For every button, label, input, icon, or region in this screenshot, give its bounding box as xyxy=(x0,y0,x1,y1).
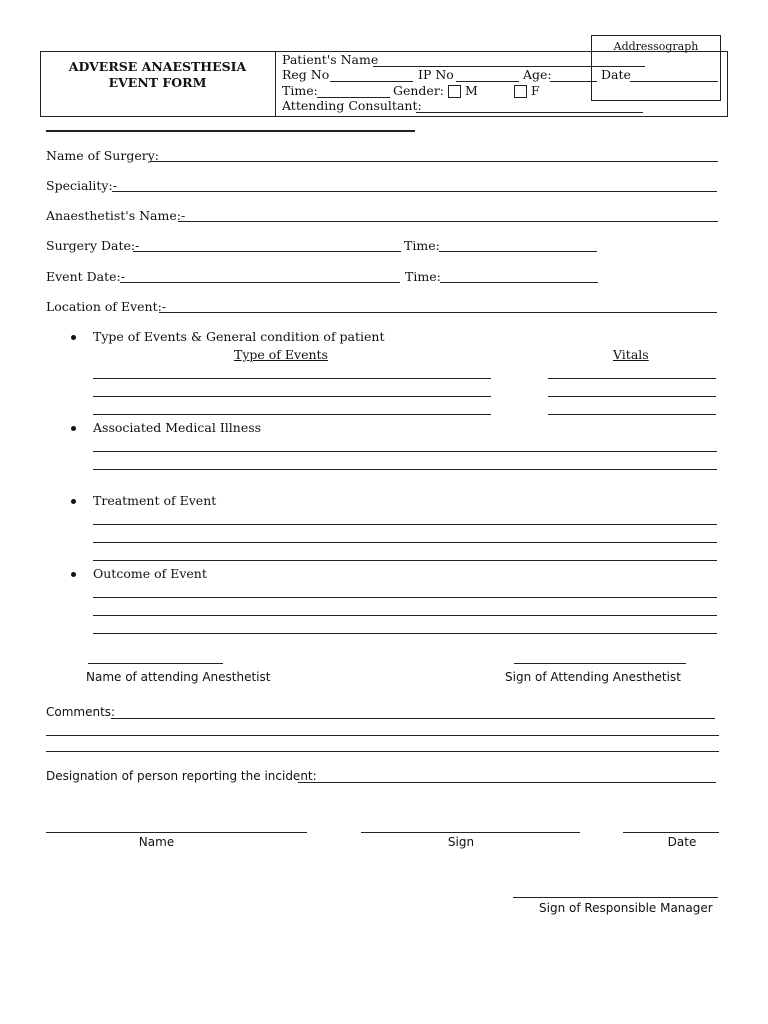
gender-m-checkbox[interactable] xyxy=(448,85,461,98)
age-label: Age: xyxy=(523,67,552,82)
form-title-line2: EVENT FORM xyxy=(108,75,207,90)
name-of-surgery-label: Name of Surgery: xyxy=(46,148,159,163)
vitals-line-2[interactable] xyxy=(548,396,716,397)
surgery-date-field[interactable] xyxy=(133,251,401,252)
type-of-events-column-header: Type of Events xyxy=(234,347,328,362)
designation-label: Designation of person reporting the incident: xyxy=(46,769,317,783)
reporter-name-label: Name xyxy=(138,835,175,849)
manager-sign-field[interactable] xyxy=(513,897,718,898)
reporter-date-field[interactable] xyxy=(623,832,719,833)
event-date-field[interactable] xyxy=(120,282,400,283)
attending-name-label: Name of attending Anesthetist xyxy=(86,670,271,684)
treatment-of-event-heading: Treatment of Event xyxy=(93,493,217,508)
associated-illness-line-1[interactable] xyxy=(93,451,717,452)
gender-m-label: M xyxy=(465,83,478,98)
ip-no-field[interactable] xyxy=(456,81,519,82)
reporter-date-label: Date xyxy=(667,835,697,849)
bullet-icon xyxy=(71,499,76,504)
addressograph-label: Addressograph xyxy=(613,40,699,53)
comments-line-1[interactable] xyxy=(111,718,715,719)
reporter-name-field[interactable] xyxy=(46,832,307,833)
bullet-icon xyxy=(71,335,76,340)
treatment-line-2[interactable] xyxy=(93,542,717,543)
surgery-time-label: Time: xyxy=(404,238,440,253)
outcome-line-2[interactable] xyxy=(93,615,717,616)
outcome-line-1[interactable] xyxy=(93,597,717,598)
associated-illness-line-2[interactable] xyxy=(93,469,717,470)
type-of-events-line-2[interactable] xyxy=(93,396,491,397)
associated-medical-illness-heading: Associated Medical Illness xyxy=(93,420,262,435)
reporter-sign-label: Sign xyxy=(447,835,475,849)
date-field[interactable] xyxy=(630,81,718,82)
header-divider xyxy=(275,51,276,116)
date-label: Date xyxy=(601,67,631,82)
type-of-events-line-3[interactable] xyxy=(93,414,491,415)
form-title xyxy=(45,59,270,91)
speciality-label: Speciality:- xyxy=(46,178,117,193)
event-time-field[interactable] xyxy=(440,282,598,283)
gender-label: Gender: xyxy=(393,83,445,98)
age-field[interactable] xyxy=(550,81,597,82)
vitals-line-1[interactable] xyxy=(548,378,716,379)
gender-f-label: F xyxy=(531,83,540,98)
treatment-line-3[interactable] xyxy=(93,560,717,561)
comments-label: Comments: xyxy=(46,705,116,719)
outcome-line-3[interactable] xyxy=(93,633,717,634)
vitals-column-header: Vitals xyxy=(613,347,649,362)
anaesthetist-name-field[interactable] xyxy=(178,221,718,222)
reg-no-label: Reg No xyxy=(282,67,330,82)
location-of-event-field[interactable] xyxy=(159,312,717,313)
speciality-field[interactable] xyxy=(112,191,717,192)
bullet-icon xyxy=(71,572,76,577)
comments-line-2[interactable] xyxy=(46,735,719,736)
treatment-line-1[interactable] xyxy=(93,524,717,525)
event-time-label: Time: xyxy=(405,269,441,284)
gender-f-checkbox[interactable] xyxy=(514,85,527,98)
location-of-event-label: Location of Event:- xyxy=(46,299,167,314)
anaesthetist-name-label: Anaesthetist's Name:- xyxy=(46,208,186,223)
vitals-line-3[interactable] xyxy=(548,414,716,415)
event-date-label: Event Date:- xyxy=(46,269,125,284)
type-of-events-heading: Type of Events & General condition of patient xyxy=(93,329,385,344)
bullet-icon xyxy=(71,426,76,431)
form-title-line1: ADVERSE ANAESTHESIA xyxy=(68,59,247,74)
reg-no-field[interactable] xyxy=(330,81,413,82)
comments-line-3[interactable] xyxy=(46,751,719,752)
surgery-date-label: Surgery Date:- xyxy=(46,238,140,253)
name-of-surgery-field[interactable] xyxy=(150,161,718,162)
separator-line xyxy=(46,130,415,132)
attending-sign-label: Sign of Attending Anesthetist xyxy=(505,670,681,684)
time-label: Time: xyxy=(282,83,318,98)
designation-field[interactable] xyxy=(298,782,716,783)
type-of-events-line-1[interactable] xyxy=(93,378,491,379)
attending-consultant-label: Attending Consultant: xyxy=(282,98,422,113)
patient-name-label: Patient's Name xyxy=(282,52,379,67)
attending-sign-field[interactable] xyxy=(514,663,686,664)
ip-no-label: IP No xyxy=(418,67,454,82)
attending-name-field[interactable] xyxy=(88,663,223,664)
manager-sign-label: Sign of Responsible Manager xyxy=(539,901,713,915)
surgery-time-field[interactable] xyxy=(439,251,597,252)
outcome-of-event-heading: Outcome of Event xyxy=(93,566,207,581)
attending-consultant-field[interactable] xyxy=(416,112,643,113)
reporter-sign-field[interactable] xyxy=(361,832,580,833)
